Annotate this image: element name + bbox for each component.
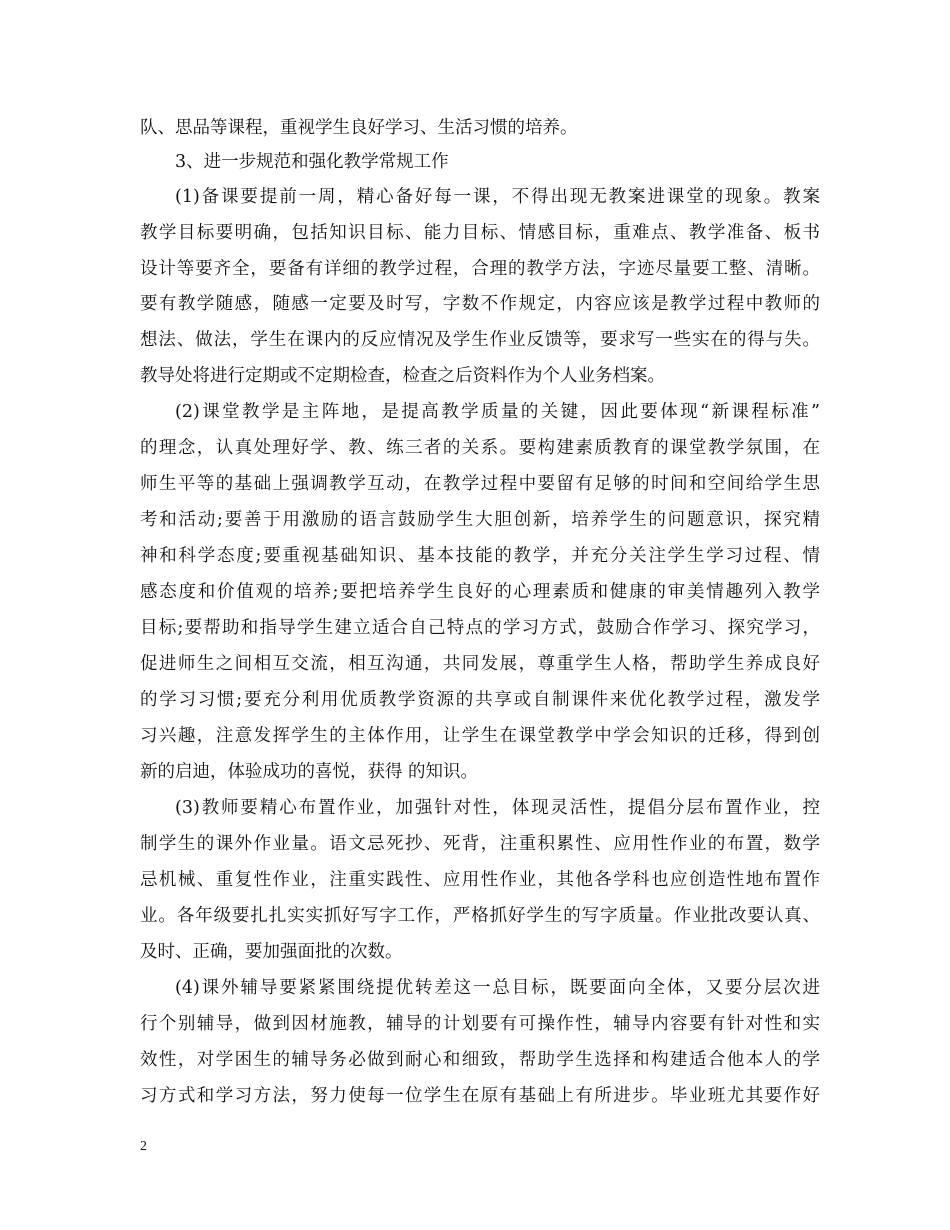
text-line: 促进师生之间相互交流，相互沟通，共同发展，尊重学生人格，帮助学生养成良好 [140,654,820,674]
text-line: 习方式和学习方法，努力使每一位学生在原有基础上有所进步。毕业班尤其要作好 [140,1086,820,1106]
section-heading: 3、进一步规范和强化教学常规工作 [175,152,449,172]
text-line: (2)课堂教学是主阵地，是提高教学质量的关键，因此要体现“新课程标准” [175,402,820,422]
text-line: 师生平等的基础上强调教学互动，在教学过程中要留有足够的时间和空间给学生思 [140,474,820,494]
text-line: 制学生的课外作业量。语文忌死抄、死背，注重积累性、应用性作业的布置，数学 [140,834,820,854]
text-line: 考和活动;要善于用激励的语言鼓励学生大胆创新，培养学生的问题意识，探究精 [140,510,820,530]
text-line: (1)备课要提前一周，精心备好每一课，不得出现无教案进课堂的现象。教案 [175,187,820,207]
text-line: 要有教学随感，随感一定要及时写，字数不作规定，内容应该是教学过程中教师的 [140,294,820,314]
text-line: 的学习习惯;要充分利用优质教学资源的共享或自制课件来优化教学过程，激发学 [140,690,820,710]
text-line: 教导处将进行定期或不定期检查，检查之后资料作为个人业务档案。 [140,366,665,386]
text-line: 效性，对学困生的辅导务必做到耐心和细致，帮助学生选择和构建适合他本人的学 [140,1050,820,1070]
text-line: 目标;要帮助和指导学生建立适合自己特点的学习方式，鼓励合作学习、探究学习， [140,618,820,638]
text-line: 队、思品等课程，重视学生良好学习、生活习惯的培养。 [140,118,578,138]
text-line: 新的启迪，体验成功的喜悦，获得 的知识。 [140,762,479,782]
text-line: (3)教师要精心布置作业，加强针对性，体现灵活性，提倡分层布置作业，控 [175,798,820,818]
text-line: 神和科学态度;要重视基础知识、基本技能的教学，并充分关注学生学习过程、情 [140,546,820,566]
text-line: 感态度和价值观的培养;要把培养学生良好的心理素质和健康的审美情趣列入教学 [140,582,820,602]
text-line: 行个别辅导，做到因材施教，辅导的计划要有可操作性，辅导内容要有针对性和实 [140,1014,820,1034]
text-line: 习兴趣，注意发挥学生的主体作用，让学生在课堂教学中学会知识的迁移，得到创 [140,726,820,746]
text-line: 的理念，认真处理好学、教、练三者的关系。要构建素质教育的课堂教学氛围，在 [140,438,820,458]
page-number: 2 [140,1139,147,1154]
text-line: 教学目标要明确，包括知识目标、能力目标、情感目标，重难点、教学准备、板书 [140,223,820,243]
text-line: 设计等要齐全，要备有详细的教学过程，合理的教学方法，字迹尽量要工整、清晰。 [140,259,820,279]
text-line: (4)课外辅导要紧紧围绕提优转差这一总目标，既要面向全体，又要分层次进 [175,978,820,998]
text-line: 想法、做法，学生在课内的反应情况及学生作业反馈等，要求写一些实在的得与失。 [140,330,820,350]
text-line: 业。各年级要扎扎实实抓好写字工作，严格抓好学生的写字质量。作业批改要认真、 [140,906,820,926]
text-line: 及时、正确，要加强面批的次数。 [140,942,403,962]
text-line: 忌机械、重复性作业，注重实践性、应用性作业，其他各学科也应创造性地布置作 [140,870,820,890]
